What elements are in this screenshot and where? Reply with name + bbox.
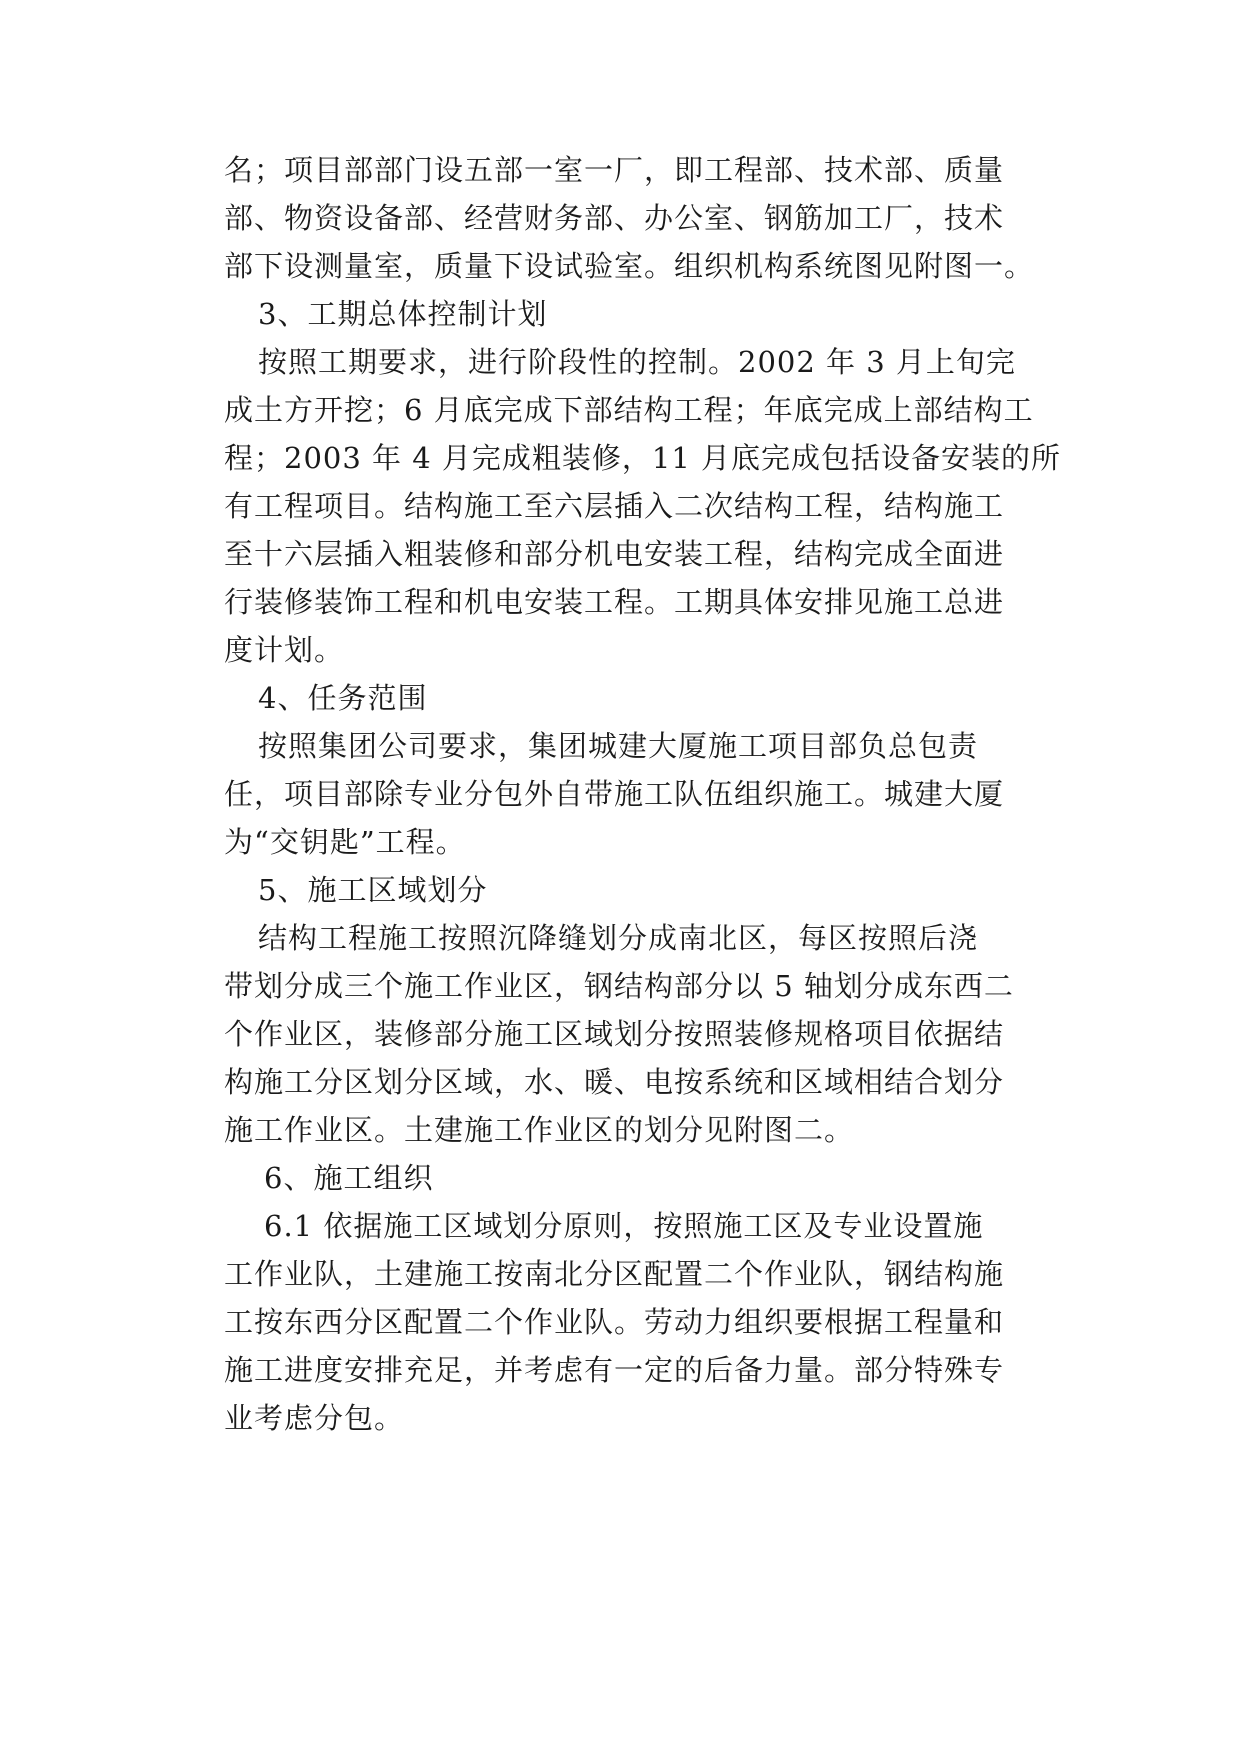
- text-line: 部、物资设备部、经营财务部、办公室、钢筋加工厂，技术: [224, 201, 1005, 235]
- text-line: 按照工期要求，进行阶段性的控制。2002 年 3 月上旬完: [258, 345, 1016, 379]
- text-line: 按照集团公司要求，集团城建大厦施工项目部负总包责: [258, 729, 979, 763]
- section-heading-3: 3、工期总体控制计划: [258, 297, 548, 331]
- text-line: 6.1 依据施工区域划分原则，按照施工区及专业设置施: [264, 1209, 984, 1243]
- text-line: 带划分成三个施工作业区，钢结构部分以 5 轴划分成东西二: [224, 969, 1014, 1003]
- text-line: 工按东西分区配置二个作业队。劳动力组织要根据工程量和: [224, 1305, 1005, 1339]
- section-heading-4: 4、任务范围: [258, 681, 428, 715]
- text-line: 工作业队，土建施工按南北分区配置二个作业队，钢结构施: [224, 1257, 1005, 1291]
- text-line: 业考虑分包。: [224, 1401, 405, 1435]
- text-line: 施工作业区。土建施工作业区的划分见附图二。: [224, 1113, 855, 1147]
- text-line: 有工程项目。结构施工至六层插入二次结构工程，结构施工: [224, 489, 1005, 523]
- text-line: 成土方开挖；6 月底完成下部结构工程；年底完成上部结构工: [224, 393, 1034, 427]
- text-line: 为“交钥匙”工程。: [224, 825, 466, 859]
- text-line: 施工进度安排充足，并考虑有一定的后备力量。部分特殊专: [224, 1353, 1005, 1387]
- text-line: 构施工分区划分区域，水、暖、电按系统和区域相结合划分: [224, 1065, 1005, 1099]
- text-line: 个作业区，装修部分施工区域划分按照装修规格项目依据结: [224, 1017, 1005, 1051]
- text-line: 名；项目部部门设五部一室一厂，即工程部、技术部、质量: [224, 153, 1005, 187]
- text-line: 结构工程施工按照沉降缝划分成南北区，每区按照后浇: [258, 921, 979, 955]
- section-heading-5: 5、施工区域划分: [258, 873, 488, 907]
- text-line: 任，项目部除专业分包外自带施工队伍组织施工。城建大厦: [224, 777, 1005, 811]
- text-line: 行装修装饰工程和机电安装工程。工期具体安排见施工总进: [224, 585, 1005, 619]
- text-line: 程；2003 年 4 月完成粗装修，11 月底完成包括设备安装的所: [224, 441, 1062, 475]
- text-line: 度计划。: [224, 633, 345, 667]
- section-heading-6: 6、施工组织: [264, 1161, 434, 1195]
- text-line: 部下设测量室，质量下设试验室。组织机构系统图见附图一。: [224, 249, 1035, 283]
- text-line: 至十六层插入粗装修和部分机电安装工程，结构完成全面进: [224, 537, 1005, 571]
